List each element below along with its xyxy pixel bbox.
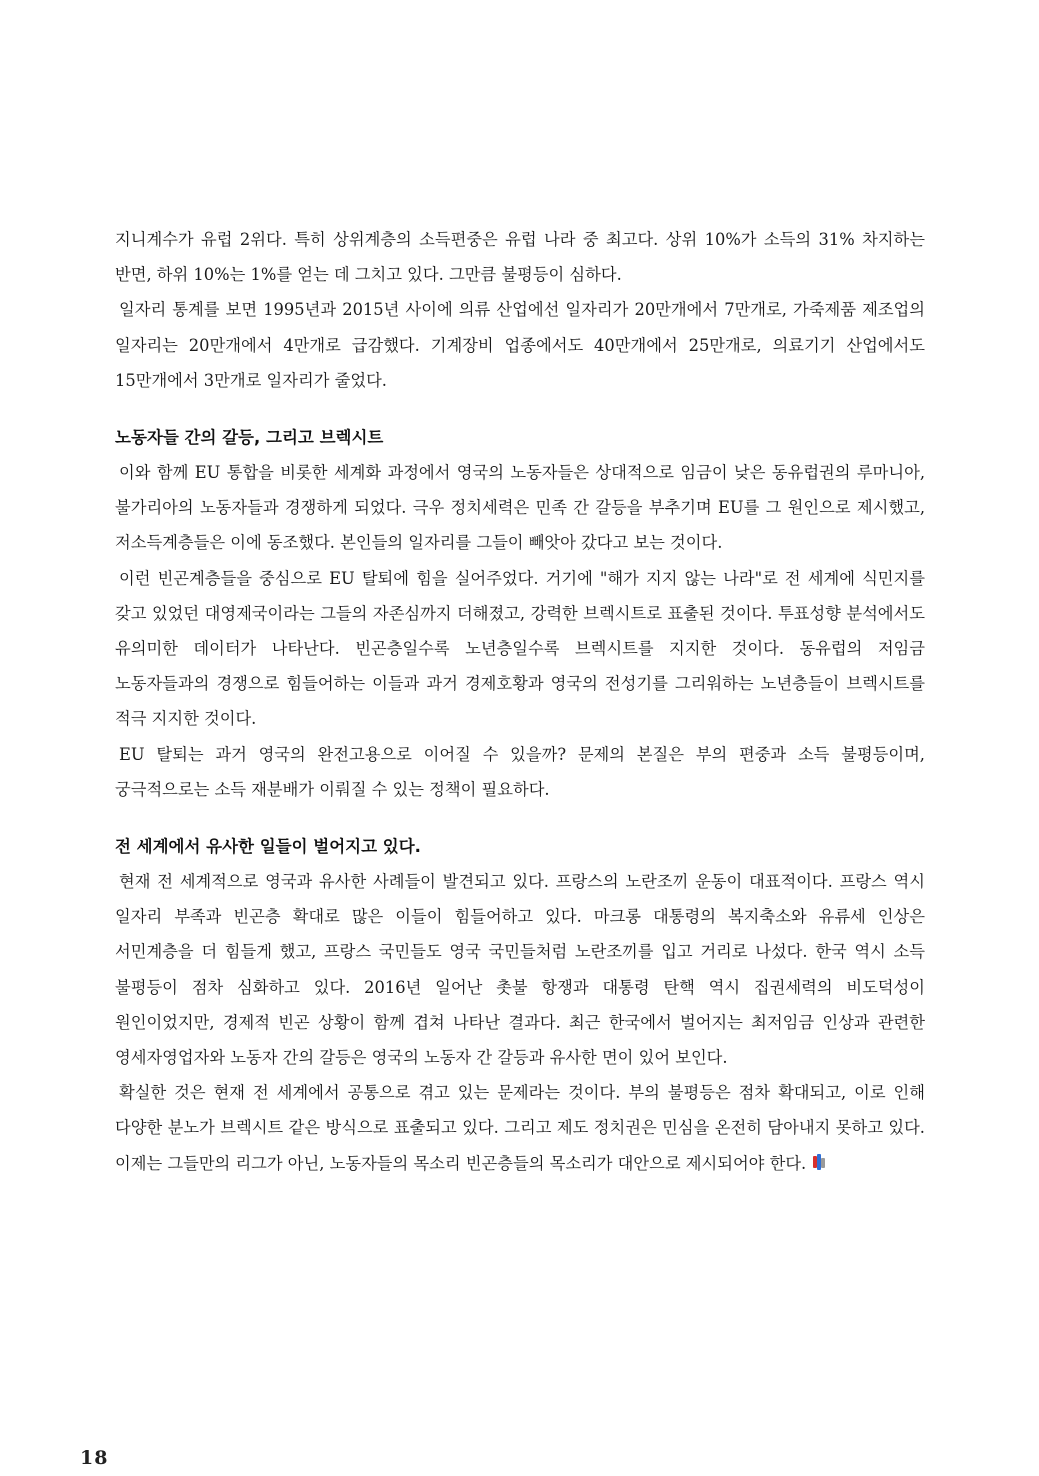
article-body: [115, 222, 925, 1181]
paragraph-section2-2: [115, 1075, 925, 1181]
paragraph-section1-2: 이런 빈곤계층들을 중심으로 EU 탈퇴에 힘을 실어주었다. 거기에 "해가 지지 않는 나라"로 전 세계에 식민지를 갖고 있었던 대영제국이라는 그들의 자존심까지 더해졌고, 강력한 브렉시트로 표출된 것이다. 투표성향 분석에서도 유의미한 데이터가 나타난다. 빈곤층일수록 노년층일수록 브렉시트를 지지한 것이다. 동유럽의 저임금 노동자들과의 경쟁으로 힘들어하는 이들과 과거 경제호황과 영국의 전성기를 그리워하는 노년층들이 브렉시트를 적극 지지한 것이다.: [115, 568, 925, 729]
paragraph-section1-1: 이와 함께 EU 통합을 비롯한 세계화 과정에서 영국의 노동자들은 상대적으로 임금이 낮은 동유럽권의 루마니아, 불가리아의 노동자들과 경쟁하게 되었다. 극우 정치세력은 민족 간 갈등을 부추기며 EU를 그 원인으로 제시했고, 저소득계층들은 이에 동조했다. 본인들의 일자리를 그들이 빼앗아 갔다고 보는 것이다.: [115, 463, 925, 553]
paragraph-intro-2: 일자리 통계를 보면 1995년과 2015년 사이에 의류 산업에선 일자리가 20만개에서 7만개로, 가죽제품 제조업의 일자리는 20만개에서 4만개로 급감했다. 기계장비 업종에서도 40만개에서 25만개로, 의료기기 산업에서도 15만개에서 3만개로 일자리가 줄었다.: [115, 300, 925, 390]
paragraph-section1-3: EU 탈퇴는 과거 영국의 완전고용으로 이어질 수 있을까? 문제의 본질은 부의 편중과 소득 불평등이며, 궁극적으로는 소득 재분배가 이뤄질 수 있는 정책이 필요하다.: [115, 744, 925, 799]
paragraph-section2-2-text: 확실한 것은 현재 전 세계에서 공통으로 겪고 있는 문제라는 것이다. 부의 불평등은 점차 확대되고, 이로 인해 다양한 분노가 브렉시트 같은 방식으로 표출되고 있다. 그리고 제도 정치권은 민심을 온전히 담아내지 못하고 있다. 이제는 그들만의 리그가 아닌, 노동자들의 목소리 빈곤층들의 목소리가 대안으로 제시되어야 한다.: [115, 1083, 925, 1173]
section-gap: [115, 398, 925, 420]
section-gap: [115, 807, 925, 829]
page-number: 18: [80, 1447, 109, 1469]
section-heading-global-trend: 전 세계에서 유사한 일들이 벌어지고 있다.: [115, 837, 421, 857]
end-of-article-mark-icon: [812, 1154, 824, 1172]
section-heading-labor-conflict: 노동자들 간의 갈등, 그리고 브렉시트: [115, 428, 384, 448]
paragraph-section2-1: 현재 전 세계적으로 영국과 유사한 사례들이 발견되고 있다. 프랑스의 노란조끼 운동이 대표적이다. 프랑스 역시 일자리 부족과 빈곤층 확대로 많은 이들이 힘들어하고 있다. 마크롱 대통령의 복지축소와 유류세 인상은 서민계층을 더 힘들게 했고, 프랑스 국민들도 영국 국민들처럼 노란조끼를 입고 거리로 나섰다. 한국 역시 소득 불평등이 점차 심화하고 있다. 2016년 일어난 촛불 항쟁과 대통령 탄핵 역시 집권세력의 비도덕성이 원인이었지만, 경제적 빈곤 상황이 함께 겹쳐 나타난 결과다. 최근 한국에서 벌어지는 최저임금 인상과 관련한 영세자영업자와 노동자 간의 갈등은 영국의 노동자 간 갈등과 유사한 면이 있어 보인다.: [115, 872, 925, 1068]
paragraph-intro-1: 지니계수가 유럽 2위다. 특히 상위계층의 소득편중은 유럽 나라 중 최고다. 상위 10%가 소득의 31% 차지하는 반면, 하위 10%는 1%를 얻는 데 그치고 있다. 그만큼 불평등이 심하다.: [115, 230, 925, 285]
